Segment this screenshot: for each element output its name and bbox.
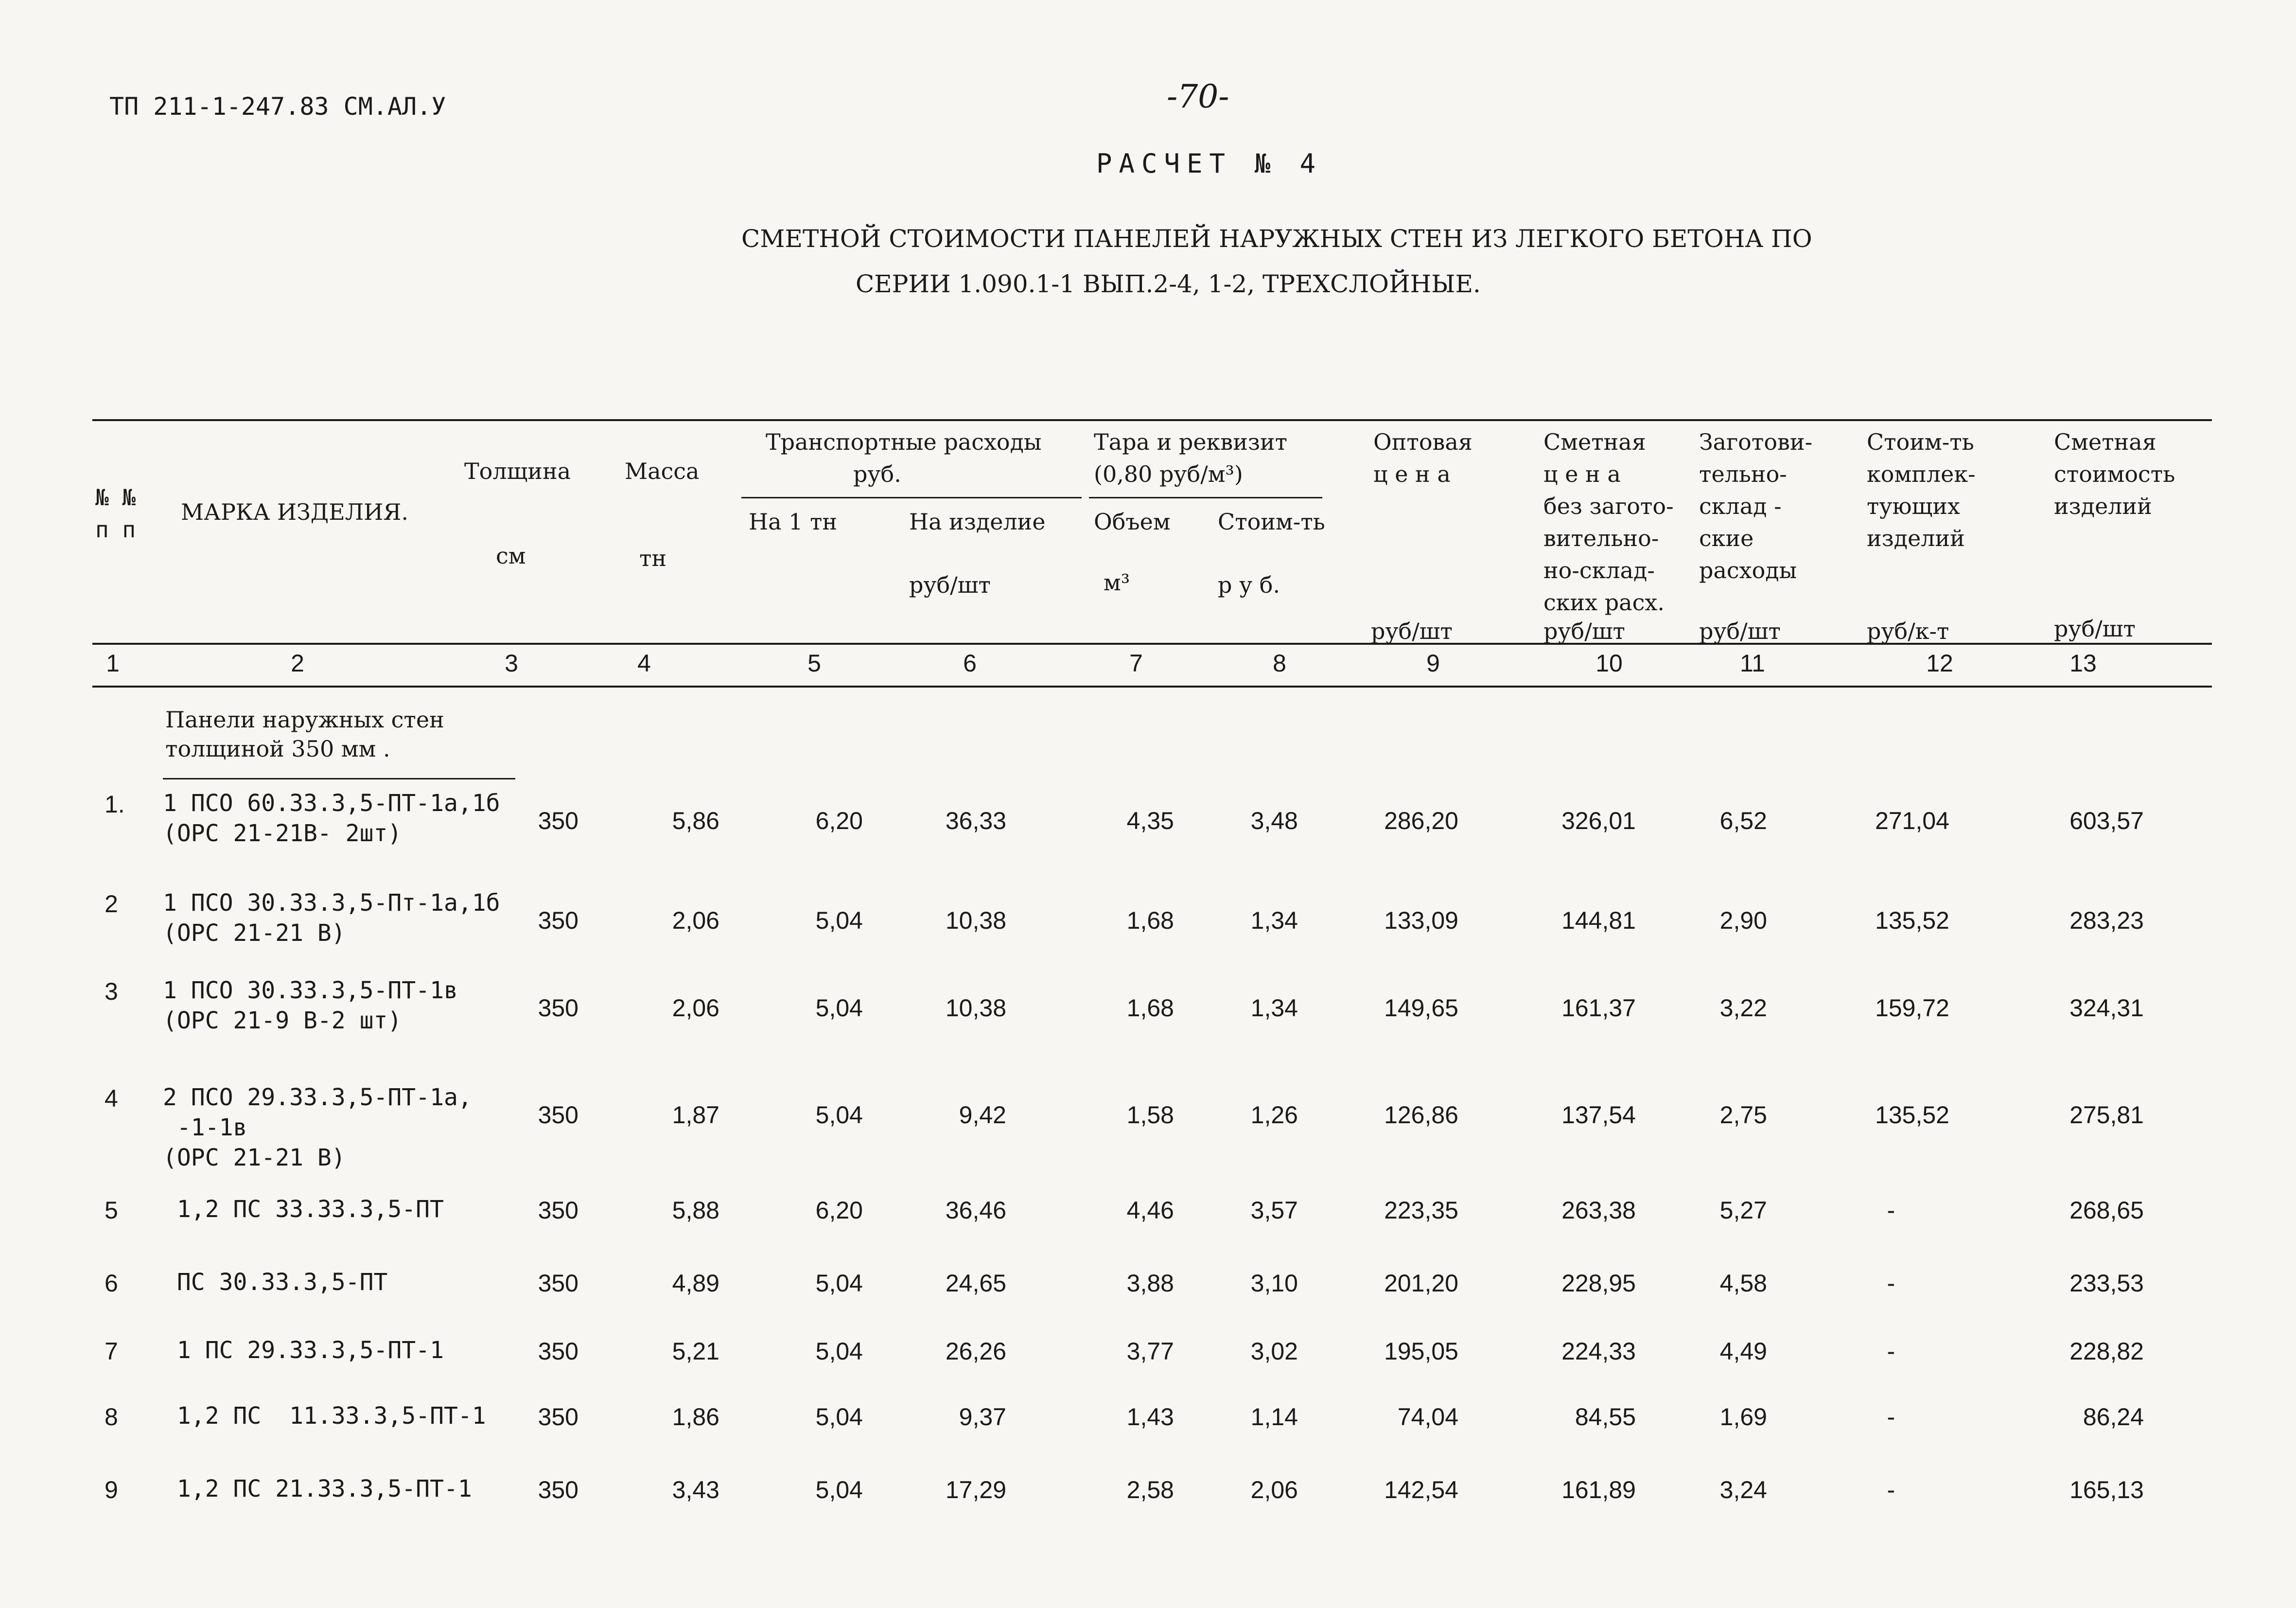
cell-c12: - [1887,1403,1895,1431]
cell-c3: 350 [538,1338,578,1365]
header-wholesale-unit: руб/шт [1371,618,1453,644]
cell-c9: 149,65 [1384,994,1458,1022]
document-code: ТП 211-1-247.83 СМ.АЛ.У [109,92,446,121]
cell-c9: 126,86 [1384,1101,1458,1129]
product-mark-line: 1 ПСО 60.33.3,5-ПТ-1а,1б [163,790,500,817]
column-number: 10 [1595,650,1623,677]
column-number: 5 [807,650,821,677]
cell-c6: 10,38 [945,994,1006,1022]
product-mark-line: ПС 30.33.3,5-ПТ [163,1269,388,1296]
cell-c13: 283,23 [2069,907,2144,934]
cell-c13: 86,24 [2083,1403,2144,1431]
cell-c5: 5,04 [815,1101,863,1129]
page-number: -70- [1167,78,1229,115]
cell-c3: 350 [538,1197,578,1224]
row-number: 4 [105,1085,118,1112]
column-number: 2 [291,650,304,677]
cell-c5: 5,04 [815,994,863,1022]
cell-c7: 3,88 [1126,1270,1174,1297]
subtitle-line-2: СЕРИИ 1.090.1-1 ВЫП.2-4, 1-2, ТРЕХСЛОЙНЫЕ. [856,270,1481,298]
cell-c6: 36,33 [945,807,1006,834]
row-number: 1. [105,791,125,818]
header-num: № № п п [95,484,136,543]
product-mark-line: (ОРС 21-9 В-2 шт) [163,1007,402,1034]
row-product-mark [163,1474,472,1504]
cell-c12: - [1887,1476,1895,1503]
row-number: 2 [105,890,118,918]
column-numbers-rule [92,686,2212,688]
cell-c7: 4,35 [1126,807,1174,834]
cell-c8: 3,02 [1250,1338,1298,1365]
header-complect-unit: руб/к-т [1867,618,1949,644]
cell-c3: 350 [538,1476,578,1503]
row-number: 6 [105,1270,118,1297]
cell-c12: 271,04 [1875,807,1949,834]
product-mark-line: 1,2 ПС 11.33.3,5-ПТ-1 [163,1402,486,1430]
cell-c4: 1,87 [672,1101,719,1129]
cell-c13: 228,82 [2069,1338,2144,1365]
header-procure: Заготови- тельно- склад - ские расходы [1699,429,1813,583]
header-thickness: Толщина [464,458,571,484]
row-number: 3 [105,978,118,1005]
cell-c4: 2,06 [672,994,719,1022]
cell-c11: 5,27 [1719,1197,1767,1224]
cell-c5: 5,04 [815,1338,863,1365]
header-complect: Стоим-ть комплек- тующих изделий [1867,429,1976,551]
column-number: 12 [1926,650,1953,677]
column-number: 4 [637,650,651,677]
cell-c6: 9,37 [959,1403,1006,1431]
cell-c13: 603,57 [2069,807,2144,834]
cell-c13: 324,31 [2069,994,2144,1022]
cell-c10: 137,54 [1561,1101,1636,1129]
row-product-mark [163,975,458,1036]
cell-c4: 5,21 [672,1338,719,1365]
cell-c7: 2,58 [1126,1476,1174,1503]
cell-c4: 1,86 [672,1403,719,1431]
header-mark: МАРКА ИЗДЕЛИЯ. [181,499,408,525]
row-product-mark [163,1267,387,1297]
row-number: 5 [105,1197,118,1224]
subtitle-line-1: СМЕТНОЙ СТОИМОСТИ ПАНЕЛЕЙ НАРУЖНЫХ СТЕН ИЗ ЛЕГКОГО БЕТОНА ПО [741,225,1812,253]
column-number: 11 [1740,650,1765,677]
cell-c3: 350 [538,1403,578,1431]
header-cost-unit: р у б. [1218,572,1280,598]
cell-c7: 1,68 [1126,994,1174,1022]
header-per-item: На изделие [909,509,1046,535]
section-title-rule [163,778,515,779]
cell-c5: 5,04 [815,1476,863,1503]
header-mass-unit: тн [639,545,667,571]
cell-c8: 1,34 [1250,907,1298,934]
cell-c12: - [1887,1197,1895,1224]
header-tara: Тара и реквизит (0,80 руб/м³) [1094,429,1288,487]
cell-c6: 26,26 [945,1338,1006,1365]
cell-c9: 142,54 [1384,1476,1458,1503]
cell-c8: 1,14 [1250,1403,1298,1431]
cell-c8: 3,48 [1250,807,1298,834]
cell-c12: 135,52 [1875,1101,1949,1129]
cell-c12: 135,52 [1875,907,1949,934]
row-product-mark [163,1401,486,1431]
header-volume-unit: м³ [1104,569,1130,596]
cell-c9: 195,05 [1384,1338,1458,1365]
transport-group-rule [741,497,1082,498]
column-number: 8 [1273,650,1286,677]
cell-c4: 4,89 [672,1270,719,1297]
header-per-item-unit: руб/шт [909,572,991,598]
cell-c10: 228,95 [1561,1270,1636,1297]
cell-c11: 4,49 [1719,1338,1767,1365]
cell-c6: 36,46 [945,1197,1006,1224]
cell-c4: 5,88 [672,1197,719,1224]
cell-c8: 1,34 [1250,994,1298,1022]
cell-c11: 6,52 [1719,807,1767,834]
cell-c11: 4,58 [1719,1270,1767,1297]
cell-c7: 1,58 [1126,1101,1174,1129]
cell-c8: 3,57 [1250,1197,1298,1224]
cell-c6: 17,29 [945,1476,1006,1503]
product-mark-line: (ОРС 21-21В- 2шт) [163,820,402,847]
cell-c4: 2,06 [672,907,719,934]
cell-c9: 223,35 [1384,1197,1458,1224]
cell-c8: 3,10 [1250,1270,1298,1297]
product-mark-line: (ОРС 21-21 В) [163,1144,346,1171]
product-mark-line: 1 ПСО 30.33.3,5-ПТ-1в [163,977,458,1004]
cell-c6: 9,42 [959,1101,1006,1129]
row-product-mark [163,788,500,848]
header-per-ton: На 1 тн [749,509,838,535]
header-total: Сметная стоимость изделий [2054,429,2175,519]
cell-c10: 84,55 [1575,1403,1636,1431]
cell-c9: 133,09 [1384,907,1458,934]
cell-c10: 161,37 [1561,994,1636,1022]
table-top-rule [92,419,2212,421]
column-number: 1 [106,650,120,677]
cell-c6: 24,65 [945,1270,1006,1297]
cell-c3: 350 [538,907,578,934]
cell-c6: 10,38 [945,907,1006,934]
product-mark-line: (ОРС 21-21 В) [163,919,346,947]
cell-c8: 2,06 [1250,1476,1298,1503]
cell-c8: 1,26 [1250,1101,1298,1129]
cell-c12: 159,72 [1875,994,1949,1022]
cell-c13: 268,65 [2069,1197,2144,1224]
cell-c5: 6,20 [815,807,863,834]
cell-c11: 2,75 [1719,1101,1767,1129]
cell-c10: 144,81 [1561,907,1636,934]
cell-c10: 224,33 [1561,1338,1636,1365]
cell-c7: 4,46 [1126,1197,1174,1224]
column-number: 3 [505,650,518,677]
tara-group-rule [1089,497,1322,498]
cell-c12: - [1887,1270,1895,1297]
header-total-unit: руб/шт [2054,616,2136,642]
row-product-mark [163,1082,472,1173]
header-volume: Объем [1094,509,1171,535]
cell-c9: 286,20 [1384,807,1458,834]
cell-c5: 5,04 [815,1270,863,1297]
calculation-title: РАСЧЕТ № 4 [1096,148,1323,179]
cell-c10: 161,89 [1561,1476,1636,1503]
cell-c10: 326,01 [1561,807,1636,834]
row-number: 8 [105,1403,118,1431]
product-mark-line: 1,2 ПС 21.33.3,5-ПТ-1 [163,1475,472,1502]
cell-c4: 5,86 [672,807,719,834]
cell-c9: 201,20 [1384,1270,1458,1297]
cell-c9: 74,04 [1397,1403,1458,1431]
section-title: Панели наружных стен толщиной 350 мм . [165,707,444,762]
cell-c5: 5,04 [815,907,863,934]
column-number: 13 [2069,650,2097,677]
row-number: 7 [105,1338,118,1365]
cell-c13: 275,81 [2069,1101,2144,1129]
product-mark-line: 2 ПСО 29.33.3,5-ПТ-1а, [163,1084,472,1111]
column-number: 9 [1426,650,1440,677]
header-mass: Масса [625,458,700,484]
row-number: 9 [105,1476,118,1503]
header-cost: Стоим-ть [1218,509,1325,535]
cell-c5: 5,04 [815,1403,863,1431]
cell-c7: 3,77 [1126,1338,1174,1365]
cell-c11: 1,69 [1719,1403,1767,1431]
cell-c13: 233,53 [2069,1270,2144,1297]
header-transport: Транспортные расходы руб. [766,429,1042,487]
cell-c11: 2,90 [1719,907,1767,934]
cell-c11: 3,24 [1719,1476,1767,1503]
cell-c4: 3,43 [672,1476,719,1503]
product-mark-line: 1,2 ПС 33.33.3,5-ПТ [163,1196,444,1223]
product-mark-line: -1-1в [163,1114,247,1141]
row-product-mark [163,888,500,948]
product-mark-line: 1 ПС 29.33.3,5-ПТ-1 [163,1337,444,1364]
cell-c7: 1,68 [1126,907,1174,934]
cell-c12: - [1887,1338,1895,1365]
header-estimate: Сметная ц е н а без загото- вительно- но-склад- ских расх. [1543,429,1674,616]
cell-c11: 3,22 [1719,994,1767,1022]
cell-c3: 350 [538,994,578,1022]
cell-c10: 263,38 [1561,1197,1636,1224]
header-thickness-unit: см [496,543,526,569]
cell-c7: 1,43 [1126,1403,1174,1431]
product-mark-line: 1 ПСО 30.33.3,5-Пт-1а,1б [163,889,500,917]
cell-c3: 350 [538,1101,578,1129]
header-wholesale: Оптовая ц е н а [1373,429,1472,487]
cell-c3: 350 [538,1270,578,1297]
cell-c5: 6,20 [815,1197,863,1224]
column-number: 6 [963,650,977,677]
row-product-mark [163,1194,444,1224]
cell-c13: 165,13 [2069,1476,2144,1503]
header-procure-unit: руб/шт [1699,618,1781,644]
header-estimate-unit: руб/шт [1543,618,1625,644]
row-product-mark [163,1335,444,1365]
column-number: 7 [1129,650,1143,677]
cell-c3: 350 [538,807,578,834]
